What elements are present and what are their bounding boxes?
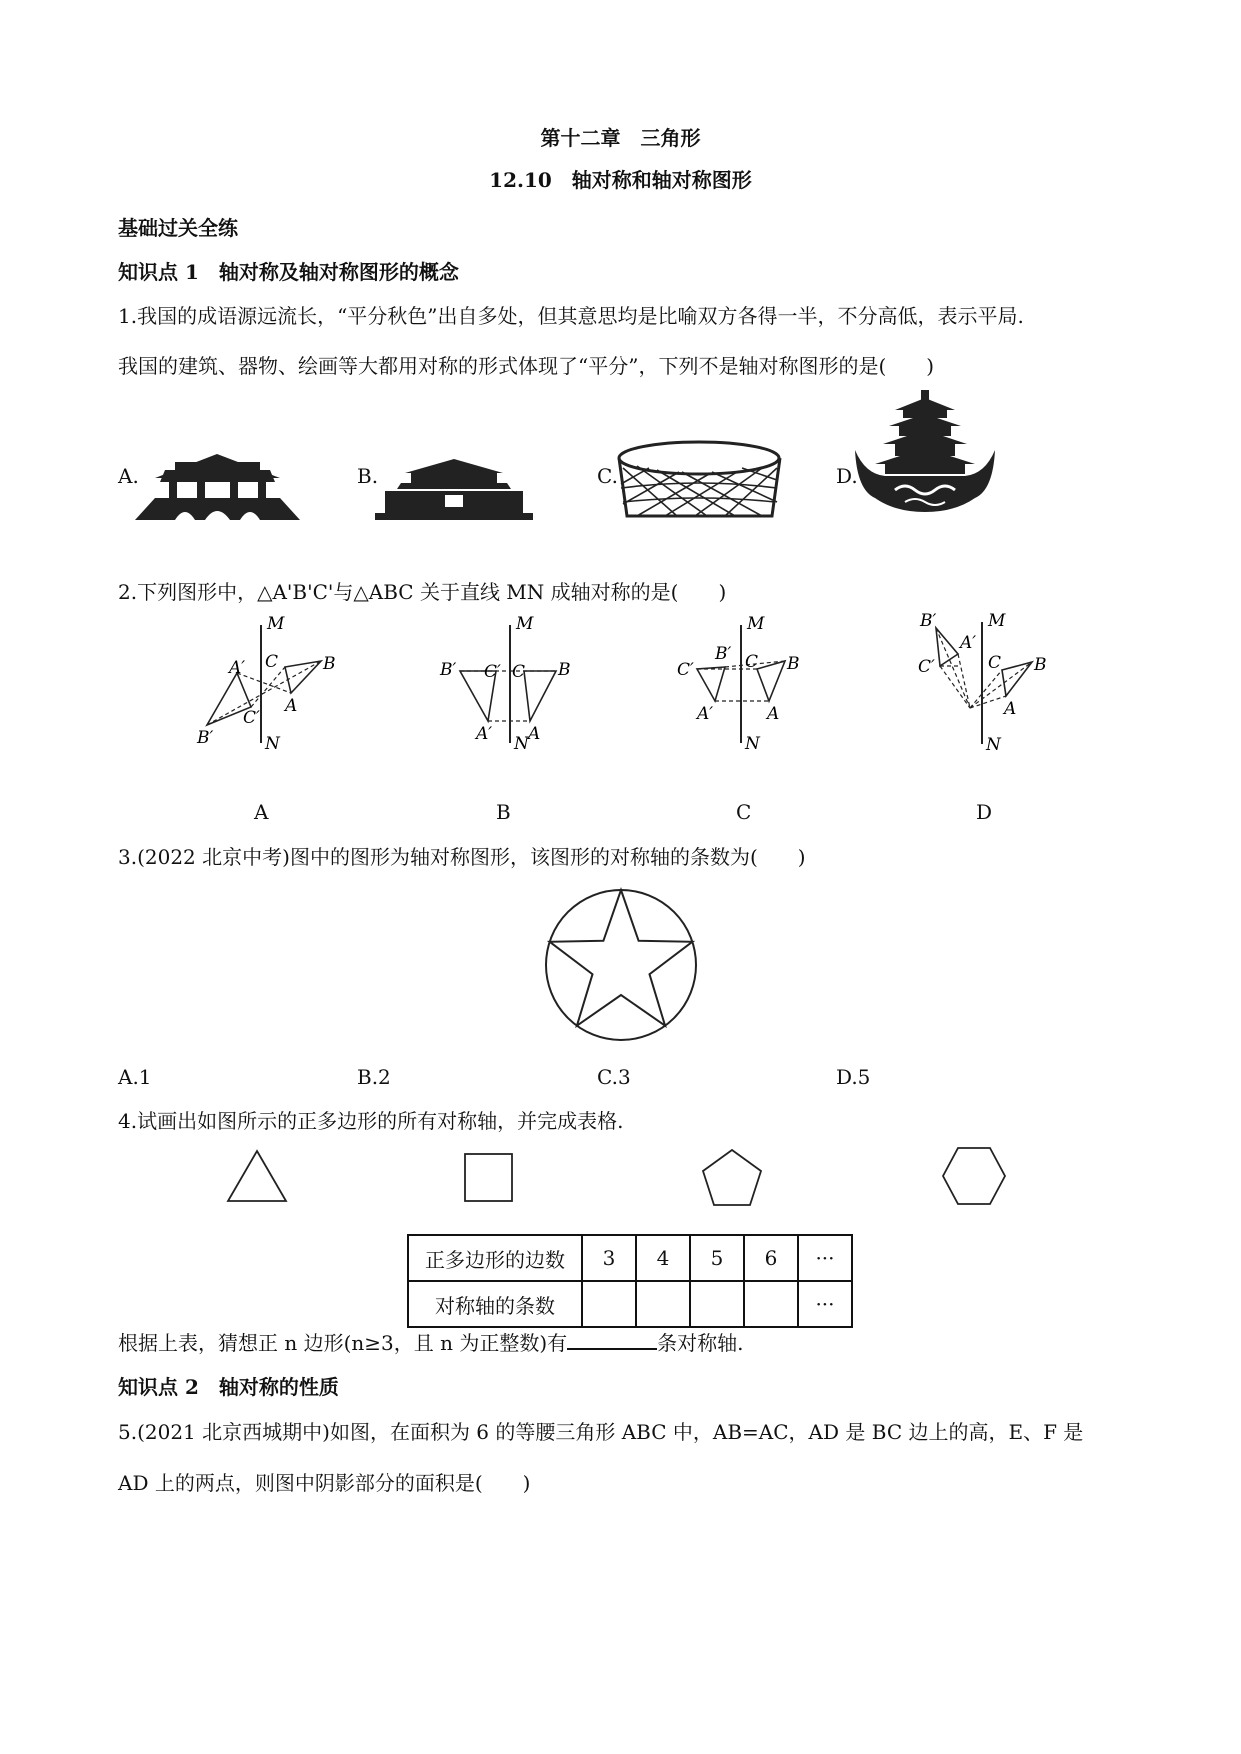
part-title: 基础过关全练 [118, 216, 238, 240]
label-m: M [516, 614, 534, 634]
label-c: C [988, 653, 1002, 673]
answer-cell[interactable] [744, 1281, 798, 1327]
label-c1: C′ [918, 657, 935, 677]
q3-option-c: C.3 [597, 1065, 631, 1089]
table-cell: 4 [636, 1235, 690, 1281]
polygon-axes-table [407, 1234, 853, 1328]
q2-caption-b: B [496, 800, 511, 824]
q2-caption-c: C [736, 800, 752, 824]
q4-conclusion-before: 根据上表，猜想正 n 边形(n≥3，且 n 为正整数)有 [118, 1331, 568, 1355]
label-b: B [558, 660, 571, 680]
table-cell: 对称轴的条数 [408, 1281, 582, 1327]
q2-text: 2.下列图形中，△A'B'C'与△ABC 关于直线 MN 成轴对称的是( ) [118, 580, 727, 604]
q1-option-b-figure [375, 455, 533, 520]
q2-caption-a: A [254, 800, 269, 824]
q3-star-in-circle-figure [544, 888, 698, 1042]
label-a: A [767, 704, 780, 724]
q1-option-c-figure [617, 438, 782, 520]
q4-square-figure [463, 1152, 515, 1204]
label-m: M [747, 614, 765, 634]
label-n: N [986, 735, 1001, 755]
q1-option-a-label: A. [118, 464, 139, 488]
q5-line-1: 5.(2021 北京西城期中)如图，在面积为 6 的等腰三角形 ABC 中，AB=AC，AD 是 BC 边上的高，E、F 是 [118, 1420, 1084, 1444]
label-n: N [514, 734, 529, 754]
q1-option-d-figure [855, 390, 995, 522]
q1-line-2: 我国的建筑、器物、绘画等大都用对称的形式体现了“平分”，下列不是轴对称图形的是( ) [118, 354, 935, 378]
table-cell: 正多边形的边数 [408, 1235, 582, 1281]
label-b1: B′ [197, 728, 214, 748]
q3-text: 3.(2022 北京中考)图中的图形为轴对称图形，该图形的对称轴的条数为( ) [118, 845, 806, 869]
q4-conclusion-after: 条对称轴. [657, 1331, 744, 1355]
answer-blank[interactable] [567, 1328, 657, 1350]
q2-figure-b [438, 614, 578, 754]
table-cell: 5 [690, 1235, 744, 1281]
q4-triangle-figure [225, 1148, 289, 1204]
label-c: C [265, 652, 279, 672]
label-n: N [745, 734, 760, 754]
q4-conclusion [118, 1328, 744, 1357]
label-b: B [1034, 655, 1047, 675]
q2-caption-d: D [976, 800, 993, 824]
label-c: C [745, 652, 759, 672]
table-row [408, 1235, 852, 1281]
q3-option-d: D.5 [836, 1065, 871, 1089]
q1-option-b-label: B. [357, 464, 379, 488]
section-title: 12.10 轴对称和轴对称图形 [489, 168, 752, 192]
table-cell: 3 [582, 1235, 636, 1281]
table-cell: 6 [744, 1235, 798, 1281]
label-c: C [512, 662, 526, 682]
q2-figure-a [195, 614, 336, 754]
label-a: A [528, 724, 541, 744]
label-c1: C′ [677, 660, 694, 680]
q3-option-a: A.1 [118, 1065, 152, 1089]
table-cell: ··· [798, 1281, 852, 1327]
label-a1: A′ [697, 704, 714, 724]
q4-hexagon-figure [941, 1146, 1007, 1206]
answer-cell[interactable] [690, 1281, 744, 1327]
q5-line-2: AD 上的两点，则图中阴影部分的面积是( ) [118, 1471, 531, 1495]
label-n: N [265, 734, 280, 754]
label-a1: A′ [960, 633, 977, 653]
q2-figure-d [910, 610, 1050, 755]
answer-cell[interactable] [582, 1281, 636, 1327]
table-cell: ··· [798, 1235, 852, 1281]
knowledge-point-2-title: 知识点 2 轴对称的性质 [118, 1375, 339, 1399]
answer-cell[interactable] [636, 1281, 690, 1327]
q2-figure-c [675, 614, 815, 754]
q3-option-b: B.2 [357, 1065, 391, 1089]
label-b1: B′ [920, 611, 937, 631]
label-a: A [285, 696, 298, 716]
q4-pentagon-figure [700, 1148, 764, 1208]
label-a1: A′ [476, 724, 493, 744]
q4-text: 4.试画出如图所示的正多边形的所有对称轴，并完成表格. [118, 1109, 624, 1133]
label-a: A [1004, 699, 1017, 719]
table-row [408, 1281, 852, 1327]
label-b: B [323, 654, 336, 674]
q1-line-1: 1.我国的成语源远流长，“平分秋色”出自多处，但其意思均是比喻双方各得一半，不分高低，表示平局. [118, 304, 1024, 328]
q1-option-c-label: C. [597, 464, 618, 488]
knowledge-point-1-title: 知识点 1 轴对称及轴对称图形的概念 [118, 260, 459, 284]
label-m: M [267, 614, 285, 634]
label-b1: B′ [440, 660, 457, 680]
chapter-title: 第十二章 三角形 [540, 126, 701, 150]
label-b1: B′ [715, 644, 732, 664]
label-m: M [988, 611, 1006, 631]
label-b: B [787, 654, 800, 674]
label-a1: A′ [229, 658, 246, 678]
q1-option-d-label: D. [836, 464, 858, 488]
q1-option-a-figure [135, 448, 300, 520]
label-c1: C′ [484, 662, 501, 682]
label-c1: C′ [243, 708, 260, 728]
